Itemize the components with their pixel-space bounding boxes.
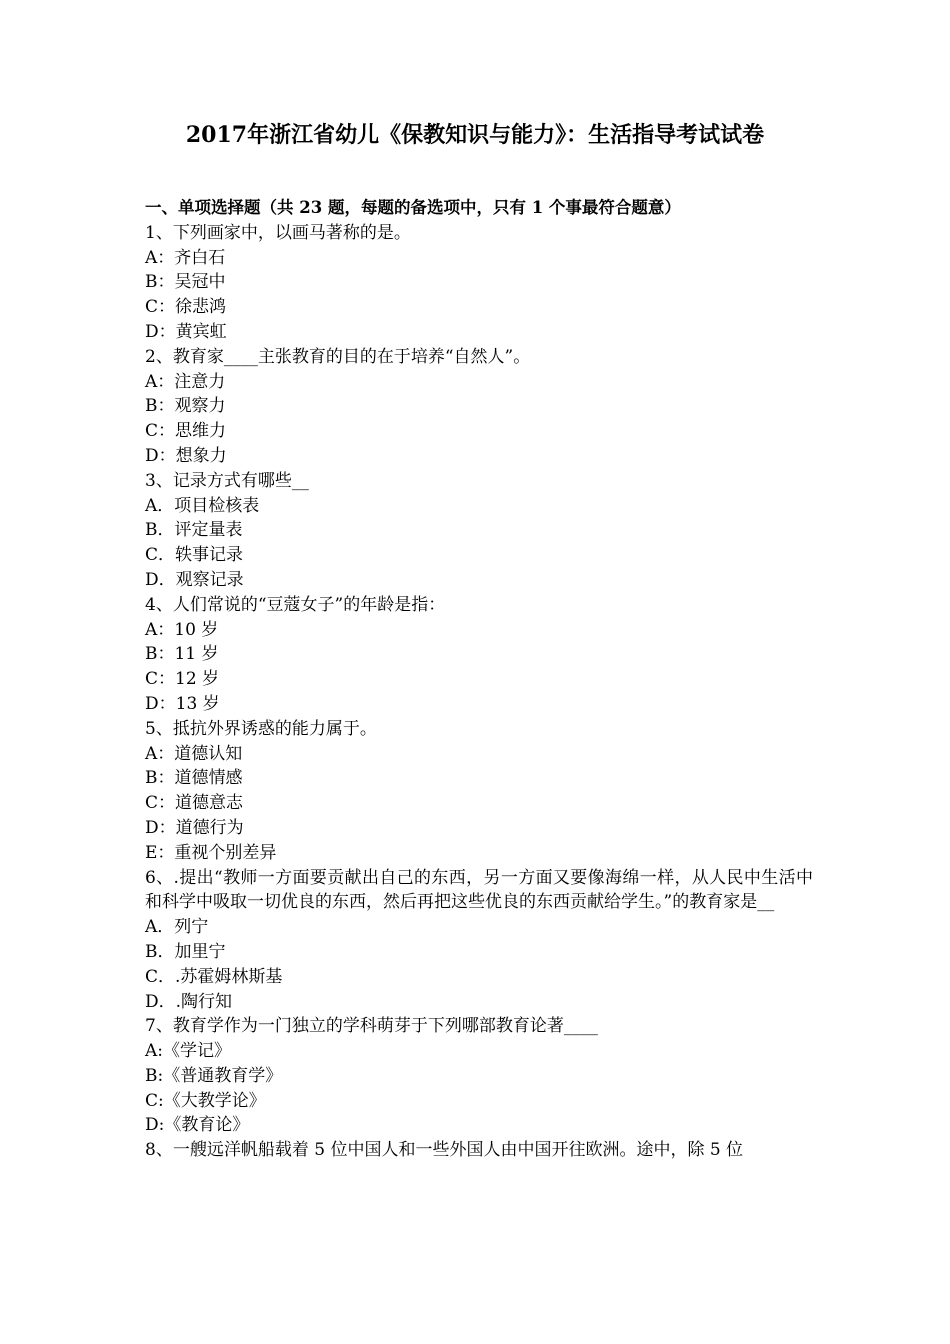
document-title: 2017年浙江省幼儿《保教知识与能力》：生活指导考试试卷 <box>185 122 765 148</box>
question-1 <box>145 221 813 345</box>
document-body <box>145 196 813 1163</box>
question-6 <box>145 866 813 1015</box>
answer-option: B．评定量表 <box>145 520 243 541</box>
question-2 <box>145 345 813 469</box>
question-5 <box>145 717 813 866</box>
answer-option: B：观察力 <box>145 396 226 417</box>
question-stem: 5、抵抗外界诱惑的能力属于。 <box>145 718 377 739</box>
answer-option: C：徐悲鸿 <box>145 297 227 318</box>
answer-option: A:《学记》 <box>145 1041 232 1062</box>
answer-option: A：注意力 <box>145 371 226 392</box>
answer-option: D:《教育论》 <box>145 1115 250 1136</box>
answer-option: C：思维力 <box>145 421 227 442</box>
answer-option: D：13 岁 <box>145 693 220 714</box>
answer-option: B．加里宁 <box>145 941 226 962</box>
question-stem: 6、.提出“教师一方面要贡献出自己的东西，另一方面又要像海绵一样，从人民中生活中和科学中吸取一切优良的东西，然后再把这些优良的东西贡献给学生。”的教育家是__ <box>145 867 813 913</box>
answer-option: A．项目检核表 <box>145 495 260 516</box>
question-stem: 8、一艘远洋帆船载着 5 位中国人和一些外国人由中国开往欧洲。途中，除 5 位 <box>145 1140 744 1161</box>
answer-option: D：想象力 <box>145 445 227 466</box>
question-stem: 1、下列画家中，以画马著称的是。 <box>145 222 411 243</box>
answer-option: B:《普通教育学》 <box>145 1065 283 1086</box>
answer-option: A：齐白石 <box>145 247 226 268</box>
question-8 <box>145 1138 813 1163</box>
answer-option: C．.苏霍姆林斯基 <box>145 966 283 987</box>
answer-option: B：道德情感 <box>145 768 243 789</box>
answer-option: C:《大教学论》 <box>145 1090 266 1111</box>
answer-option: D：道德行为 <box>145 817 244 838</box>
answer-option: B：11 岁 <box>145 644 219 665</box>
answer-option: D．观察记录 <box>145 569 244 590</box>
answer-option: A：10 岁 <box>145 619 219 640</box>
answer-option: B：吴冠中 <box>145 272 226 293</box>
question-4 <box>145 593 813 717</box>
answer-option: D：黄宾虹 <box>145 321 227 342</box>
answer-option: E：重视个别差异 <box>145 842 277 863</box>
section-heading: 一、单项选择题（共 23 题，每题的备选项中，只有 1 个事最符合题意） <box>145 198 681 217</box>
question-3 <box>145 469 813 593</box>
question-stem: 2、教育家____主张教育的目的在于培养“自然人”。 <box>145 346 531 367</box>
question-stem: 4、人们常说的“豆蔻女子”的年龄是指： <box>145 594 446 615</box>
answer-option: C：12 岁 <box>145 669 220 690</box>
answer-option: D．.陶行知 <box>145 991 233 1012</box>
answer-option: C．轶事记录 <box>145 545 244 566</box>
question-stem: 3、记录方式有哪些__ <box>145 470 309 491</box>
question-7 <box>145 1014 813 1138</box>
answer-option: C：道德意志 <box>145 793 244 814</box>
answer-option: A：道德认知 <box>145 743 243 764</box>
question-stem: 7、教育学作为一门独立的学科萌芽于下列哪部教育论著____ <box>145 1016 598 1037</box>
answer-option: A．列宁 <box>145 917 209 938</box>
